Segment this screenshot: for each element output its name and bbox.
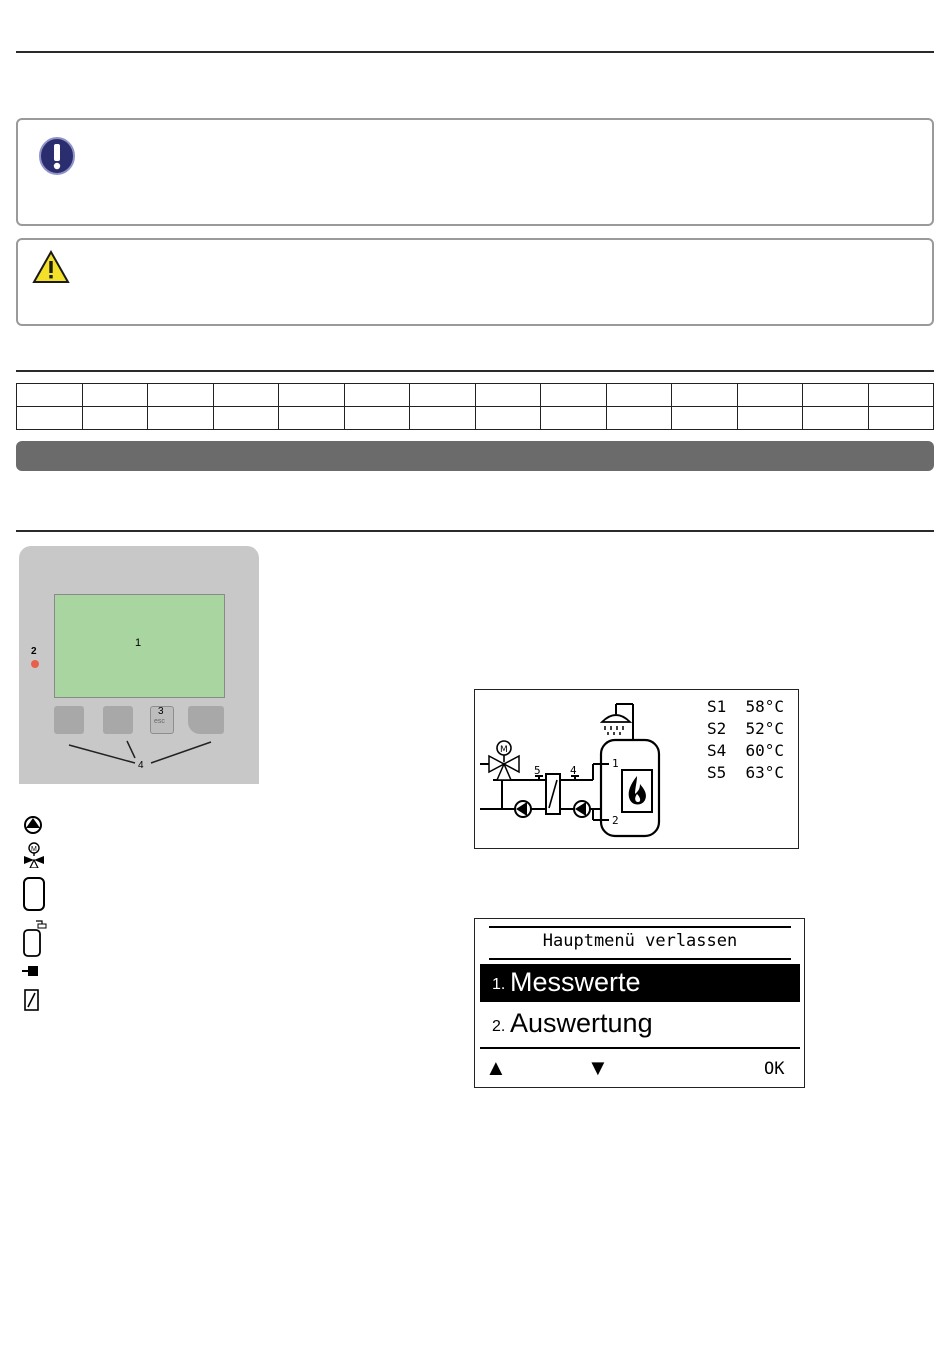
svg-text:M: M bbox=[31, 846, 37, 853]
section-header-bar bbox=[16, 441, 934, 471]
important-notice-box bbox=[16, 118, 934, 226]
menu-title-rule-bottom bbox=[489, 958, 791, 960]
specification-table bbox=[16, 383, 934, 430]
main-menu-screen bbox=[474, 918, 805, 1088]
storage-tank-icon bbox=[22, 876, 46, 917]
diagram-label-2: 2 bbox=[612, 814, 619, 827]
menu-footer-rule bbox=[480, 1047, 800, 1049]
esc-callout-3: 3 bbox=[158, 706, 164, 717]
sensor-readings bbox=[707, 696, 784, 784]
exclamation-icon bbox=[38, 136, 76, 181]
keys-callout-lines bbox=[19, 546, 259, 784]
burner-box bbox=[622, 770, 652, 812]
heat-exchanger-icon bbox=[22, 988, 42, 1017]
table-row bbox=[17, 384, 934, 407]
menu-title-rule-top bbox=[489, 926, 791, 928]
mixer-valve-icon bbox=[22, 842, 46, 873]
warning-triangle-icon bbox=[32, 250, 70, 289]
svg-text:M: M bbox=[500, 745, 508, 755]
controller-device-illustration bbox=[19, 546, 259, 784]
sensor-row: S2 52°C bbox=[707, 719, 785, 738]
warning-notice-box bbox=[16, 238, 934, 326]
display-callout-1: 1 bbox=[135, 637, 142, 649]
menu-item-measurements[interactable]: 1. Messwerte bbox=[480, 964, 800, 1002]
diagram-label-4: 4 bbox=[570, 764, 577, 777]
keys-callout-4: 4 bbox=[138, 760, 144, 771]
sensor-icon bbox=[22, 964, 42, 983]
diagram-label-5: 5 bbox=[534, 764, 541, 777]
top-rule bbox=[16, 51, 934, 53]
section-rule-2 bbox=[16, 530, 934, 532]
down-arrow-icon[interactable]: ▼ bbox=[587, 1055, 609, 1080]
dhw-tank-icon bbox=[22, 919, 50, 964]
up-arrow-icon[interactable]: ▲ bbox=[485, 1055, 507, 1080]
led-callout-2: 2 bbox=[31, 646, 37, 657]
sensor-row: S4 60°C bbox=[707, 741, 785, 760]
sensor-row: S5 63°C bbox=[707, 763, 785, 782]
table-row bbox=[17, 407, 934, 430]
diagram-label-1: 1 bbox=[612, 757, 619, 770]
pump-icon bbox=[22, 815, 44, 840]
shower-icon bbox=[602, 704, 633, 740]
overview-display-screen bbox=[474, 689, 799, 849]
esc-label: esc bbox=[154, 718, 165, 725]
menu-item-evaluation[interactable]: 2. Auswertung bbox=[492, 1008, 653, 1038]
menu-title: Hauptmenü verlassen bbox=[542, 931, 738, 951]
sensor-row: S1 58°C bbox=[707, 697, 785, 716]
ok-button[interactable]: OK bbox=[764, 1059, 785, 1079]
section-rule-1 bbox=[16, 370, 934, 372]
